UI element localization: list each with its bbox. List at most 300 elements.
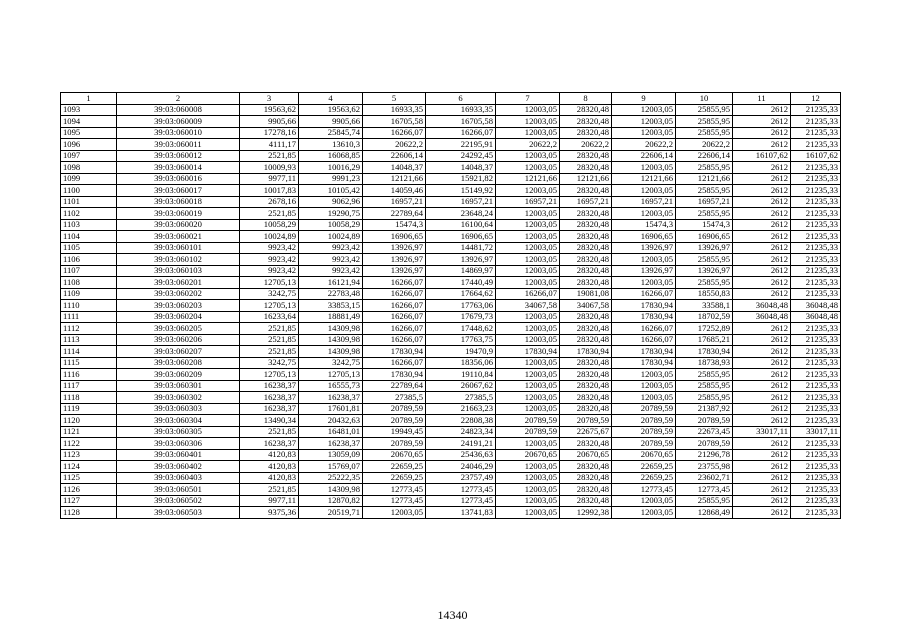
table-cell: 28320,48 [560, 380, 612, 392]
table-cell: 20789,59 [496, 415, 560, 427]
table-cell: 15474,3 [612, 219, 676, 231]
table-cell: 2612 [733, 415, 791, 427]
table-cell: 12003,05 [496, 392, 560, 404]
table-cell: 20670,65 [612, 449, 676, 461]
table-cell: 24292,45 [426, 150, 496, 162]
table-cell: 10017,83 [240, 185, 299, 197]
table-cell: 21235,33 [791, 208, 841, 220]
table-cell: 2612 [733, 334, 791, 346]
table-cell: 22675,67 [560, 426, 612, 438]
table-cell: 39:03:060503 [117, 507, 240, 519]
table-cell: 22789,64 [363, 208, 426, 220]
table-cell: 2612 [733, 139, 791, 151]
table-cell: 12705,13 [299, 369, 363, 381]
table-cell: 20622,2 [560, 139, 612, 151]
table-cell: 12121,66 [363, 173, 426, 185]
table-cell: 12003,05 [612, 392, 676, 404]
table-cell: 12003,05 [612, 380, 676, 392]
table-cell: 21235,33 [791, 357, 841, 369]
table-cell: 14869,97 [426, 265, 496, 277]
table-cell: 17830,94 [612, 311, 676, 323]
table-cell: 2612 [733, 438, 791, 450]
table-cell: 21235,33 [791, 162, 841, 174]
table-cell: 36048,48 [733, 311, 791, 323]
table-cell: 28320,48 [560, 254, 612, 266]
table-cell: 20789,59 [612, 415, 676, 427]
table-cell: 21235,33 [791, 380, 841, 392]
table-cell: 21235,33 [791, 231, 841, 243]
table-cell: 12705,13 [240, 300, 299, 312]
table-row [61, 231, 841, 243]
table-cell: 33588,1 [676, 300, 733, 312]
table-cell: 13926,97 [363, 254, 426, 266]
table-cell: 12003,05 [496, 472, 560, 484]
table-cell: 28320,48 [560, 162, 612, 174]
table-row [61, 472, 841, 484]
table-cell: 21235,33 [791, 323, 841, 335]
table-cell: 25855,95 [676, 208, 733, 220]
table-cell: 18356,06 [426, 357, 496, 369]
table-cell: 12003,05 [496, 162, 560, 174]
table-cell: 17679,73 [426, 311, 496, 323]
table-cell: 1102 [61, 208, 117, 220]
table-cell: 21235,33 [791, 219, 841, 231]
table-cell: 16266,07 [363, 334, 426, 346]
column-header: 12 [791, 93, 841, 105]
table-cell: 39:03:060302 [117, 392, 240, 404]
table-cell: 19110,84 [426, 369, 496, 381]
table-cell: 12003,05 [496, 208, 560, 220]
table-cell: 2612 [733, 116, 791, 128]
table-cell: 2612 [733, 461, 791, 473]
table-cell: 17830,94 [612, 346, 676, 358]
table-cell: 22783,48 [299, 288, 363, 300]
table-cell: 2612 [733, 357, 791, 369]
table-cell: 1121 [61, 426, 117, 438]
table-cell: 16238,37 [240, 438, 299, 450]
table-cell: 20670,65 [363, 449, 426, 461]
table-cell: 12773,45 [363, 495, 426, 507]
table-cell: 39:03:060502 [117, 495, 240, 507]
table-cell: 25222,35 [299, 472, 363, 484]
table-cell: 1113 [61, 334, 117, 346]
column-header: 1 [61, 93, 117, 105]
table-cell: 9905,66 [299, 116, 363, 128]
table-cell: 21387,92 [676, 403, 733, 415]
table-cell: 16957,21 [676, 196, 733, 208]
table-cell: 16957,21 [363, 196, 426, 208]
table-cell: 4120,83 [240, 449, 299, 461]
table-cell: 17830,94 [363, 346, 426, 358]
table-cell: 15149,92 [426, 185, 496, 197]
table-cell: 17685,21 [676, 334, 733, 346]
table-cell: 25855,95 [676, 495, 733, 507]
table-cell: 12870,82 [299, 495, 363, 507]
table-row [61, 311, 841, 323]
data-table [60, 92, 841, 519]
table-cell: 12003,05 [612, 507, 676, 519]
table-cell: 25855,95 [676, 162, 733, 174]
table-cell: 17830,94 [560, 346, 612, 358]
table-cell: 25855,95 [676, 369, 733, 381]
table-row [61, 449, 841, 461]
table-cell: 2612 [733, 127, 791, 139]
table-cell: 12003,05 [612, 116, 676, 128]
table-cell: 12003,05 [363, 507, 426, 519]
table-row [61, 277, 841, 289]
column-header: 3 [240, 93, 299, 105]
table-row [61, 392, 841, 404]
table-cell: 14048,37 [363, 162, 426, 174]
table-cell: 4120,83 [240, 461, 299, 473]
table-cell: 2612 [733, 392, 791, 404]
table-cell: 17278,16 [240, 127, 299, 139]
table-cell: 3242,75 [299, 357, 363, 369]
table-cell: 39:03:060205 [117, 323, 240, 335]
table-cell: 16238,37 [240, 403, 299, 415]
table-row [61, 150, 841, 162]
table-cell: 39:03:060501 [117, 484, 240, 496]
table-cell: 39:03:060206 [117, 334, 240, 346]
table-cell: 16957,21 [426, 196, 496, 208]
table-cell: 2612 [733, 380, 791, 392]
table-cell: 9991,23 [299, 173, 363, 185]
table-cell: 2612 [733, 208, 791, 220]
table-row [61, 426, 841, 438]
table-cell: 22606,14 [612, 150, 676, 162]
table-body [61, 104, 841, 518]
table-cell: 12773,45 [426, 495, 496, 507]
table-cell: 12003,05 [496, 116, 560, 128]
table-cell: 22673,45 [676, 426, 733, 438]
table-cell: 9375,36 [240, 507, 299, 519]
table-row [61, 438, 841, 450]
table-cell: 13926,97 [426, 254, 496, 266]
table-cell: 9923,42 [240, 265, 299, 277]
table-cell: 28320,48 [560, 219, 612, 231]
table-cell: 39:03:060403 [117, 472, 240, 484]
table-cell: 21663,23 [426, 403, 496, 415]
table-row [61, 495, 841, 507]
table-cell: 1103 [61, 219, 117, 231]
table-cell: 13926,97 [612, 242, 676, 254]
table-cell: 15921,82 [426, 173, 496, 185]
table-cell: 21235,33 [791, 277, 841, 289]
table-cell: 17440,49 [426, 277, 496, 289]
table-cell: 28320,48 [560, 357, 612, 369]
table-cell: 20789,59 [363, 415, 426, 427]
table-cell: 22659,25 [363, 472, 426, 484]
table-cell: 24191,21 [426, 438, 496, 450]
table-row [61, 346, 841, 358]
table-cell: 1098 [61, 162, 117, 174]
table-cell: 21235,33 [791, 507, 841, 519]
table-row [61, 104, 841, 116]
table-cell: 12705,13 [240, 369, 299, 381]
table-cell: 16266,07 [496, 288, 560, 300]
table-cell: 12003,05 [496, 357, 560, 369]
table-cell: 18881,49 [299, 311, 363, 323]
table-cell: 2612 [733, 277, 791, 289]
table-cell: 36048,48 [733, 300, 791, 312]
table-cell: 12773,45 [676, 484, 733, 496]
table-cell: 36048,48 [791, 300, 841, 312]
table-cell: 1108 [61, 277, 117, 289]
table-cell: 14309,98 [299, 484, 363, 496]
table-cell: 39:03:060016 [117, 173, 240, 185]
table-cell: 17763,06 [426, 300, 496, 312]
table-cell: 39:03:060014 [117, 162, 240, 174]
table-cell: 2612 [733, 507, 791, 519]
table-cell: 17830,94 [363, 369, 426, 381]
table-cell: 9923,42 [240, 254, 299, 266]
table-cell: 20789,59 [560, 415, 612, 427]
table-cell: 16705,58 [363, 116, 426, 128]
table-cell: 39:03:060018 [117, 196, 240, 208]
table-cell: 39:03:060301 [117, 380, 240, 392]
table-cell: 16705,58 [426, 116, 496, 128]
table-cell: 1096 [61, 139, 117, 151]
column-header: 8 [560, 93, 612, 105]
table-cell: 9905,66 [240, 116, 299, 128]
table-cell: 1104 [61, 231, 117, 243]
table-cell: 13059,09 [299, 449, 363, 461]
table-cell: 28320,48 [560, 334, 612, 346]
table-cell: 16957,21 [496, 196, 560, 208]
table-cell: 17448,62 [426, 323, 496, 335]
table-cell: 12121,66 [676, 173, 733, 185]
table-cell: 2521,85 [240, 208, 299, 220]
table-cell: 10105,42 [299, 185, 363, 197]
table-cell: 10058,29 [299, 219, 363, 231]
table-cell: 25855,95 [676, 380, 733, 392]
table-cell: 2612 [733, 242, 791, 254]
table-cell: 28320,48 [560, 484, 612, 496]
table-cell: 16266,07 [363, 311, 426, 323]
table-cell: 39:03:060011 [117, 139, 240, 151]
table-cell: 25855,95 [676, 254, 733, 266]
table-cell: 28320,48 [560, 116, 612, 128]
table-cell: 1115 [61, 357, 117, 369]
table-cell: 17830,94 [612, 357, 676, 369]
table-cell: 13490,34 [240, 415, 299, 427]
table-cell: 1118 [61, 392, 117, 404]
table-cell: 22606,14 [363, 150, 426, 162]
table-cell: 12992,38 [560, 507, 612, 519]
table-cell: 21235,33 [791, 196, 841, 208]
table-cell: 20789,59 [363, 403, 426, 415]
table-cell: 1116 [61, 369, 117, 381]
table-cell: 39:03:060204 [117, 311, 240, 323]
table-cell: 2612 [733, 484, 791, 496]
table-cell: 21235,33 [791, 127, 841, 139]
table-cell: 21235,33 [791, 346, 841, 358]
table-cell: 1114 [61, 346, 117, 358]
table-cell: 16933,35 [426, 104, 496, 116]
table-cell: 2612 [733, 254, 791, 266]
table-cell: 26067,62 [426, 380, 496, 392]
table-cell: 12003,05 [496, 323, 560, 335]
table-cell: 1109 [61, 288, 117, 300]
table-cell: 28320,48 [560, 311, 612, 323]
column-header: 9 [612, 93, 676, 105]
column-header: 4 [299, 93, 363, 105]
table-cell: 20789,59 [612, 403, 676, 415]
table-cell: 10016,29 [299, 162, 363, 174]
table-row [61, 185, 841, 197]
column-header: 5 [363, 93, 426, 105]
table-cell: 22195,91 [426, 139, 496, 151]
table-cell: 39:03:060209 [117, 369, 240, 381]
table-cell: 14059,46 [363, 185, 426, 197]
table-cell: 2521,85 [240, 334, 299, 346]
table-cell: 39:03:060303 [117, 403, 240, 415]
table-cell: 16100,64 [426, 219, 496, 231]
table-cell: 19470,9 [426, 346, 496, 358]
table-row [61, 242, 841, 254]
table-cell: 1099 [61, 173, 117, 185]
table-cell: 12003,05 [496, 265, 560, 277]
table-cell: 1120 [61, 415, 117, 427]
table-cell: 27385,5 [363, 392, 426, 404]
table-cell: 21235,33 [791, 438, 841, 450]
table-cell: 2612 [733, 472, 791, 484]
table-cell: 2612 [733, 219, 791, 231]
table-cell: 1127 [61, 495, 117, 507]
table-cell: 13741,83 [426, 507, 496, 519]
table-cell: 21235,33 [791, 403, 841, 415]
table-cell: 9062,96 [299, 196, 363, 208]
table-cell: 12705,13 [240, 277, 299, 289]
table-cell: 2612 [733, 323, 791, 335]
table-cell: 14048,37 [426, 162, 496, 174]
table-cell: 39:03:060304 [117, 415, 240, 427]
table-cell: 12003,05 [496, 495, 560, 507]
table-cell: 21235,33 [791, 288, 841, 300]
table-cell: 21235,33 [791, 185, 841, 197]
table-cell: 16906,65 [612, 231, 676, 243]
table-row [61, 254, 841, 266]
table-row [61, 196, 841, 208]
table-cell: 39:03:060201 [117, 277, 240, 289]
table-cell: 20622,2 [612, 139, 676, 151]
table-cell: 12003,05 [496, 507, 560, 519]
table-cell: 16906,65 [676, 231, 733, 243]
table-cell: 20789,59 [612, 426, 676, 438]
table-cell: 14309,98 [299, 346, 363, 358]
table-cell: 2521,85 [240, 484, 299, 496]
table-cell: 25855,95 [676, 127, 733, 139]
table-cell: 16906,65 [426, 231, 496, 243]
table-cell: 21235,33 [791, 472, 841, 484]
table-cell: 21235,33 [791, 461, 841, 473]
table-cell: 28320,48 [560, 495, 612, 507]
table-cell: 25855,95 [676, 185, 733, 197]
table-cell: 18738,93 [676, 357, 733, 369]
table-cell: 22659,25 [363, 461, 426, 473]
table-cell: 16266,07 [612, 323, 676, 335]
table-cell: 19081,08 [560, 288, 612, 300]
column-header: 7 [496, 93, 560, 105]
table-cell: 28320,48 [560, 265, 612, 277]
table-cell: 25436,63 [426, 449, 496, 461]
table-cell: 1110 [61, 300, 117, 312]
table-cell: 39:03:060208 [117, 357, 240, 369]
table-cell: 25855,95 [676, 104, 733, 116]
table-cell: 28320,48 [560, 231, 612, 243]
table-cell: 17830,94 [676, 346, 733, 358]
table-cell: 17252,89 [676, 323, 733, 335]
table-cell: 10009,93 [240, 162, 299, 174]
table-cell: 2521,85 [240, 346, 299, 358]
table-cell: 2521,85 [240, 150, 299, 162]
table-cell: 18702,59 [676, 311, 733, 323]
table-cell: 4120,83 [240, 472, 299, 484]
table-row [61, 507, 841, 519]
table-cell: 10024,89 [240, 231, 299, 243]
table-cell: 2612 [733, 265, 791, 277]
table-cell: 33853,15 [299, 300, 363, 312]
table-cell: 1093 [61, 104, 117, 116]
table-row [61, 288, 841, 300]
table-cell: 13926,97 [676, 265, 733, 277]
table-cell: 12773,45 [363, 484, 426, 496]
table-cell: 21235,33 [791, 254, 841, 266]
table-cell: 13926,97 [363, 242, 426, 254]
table-cell: 1100 [61, 185, 117, 197]
table-cell: 39:03:060008 [117, 104, 240, 116]
table-row [61, 173, 841, 185]
table-cell: 19563,62 [299, 104, 363, 116]
table-cell: 39:03:060012 [117, 150, 240, 162]
table-cell: 16238,37 [299, 392, 363, 404]
table-cell: 39:03:060401 [117, 449, 240, 461]
table-cell: 12773,45 [612, 484, 676, 496]
table-cell: 16107,62 [791, 150, 841, 162]
table-cell: 1094 [61, 116, 117, 128]
table-cell: 23602,71 [676, 472, 733, 484]
column-header: 2 [117, 93, 240, 105]
table-cell: 28320,48 [560, 323, 612, 335]
table-cell: 1124 [61, 461, 117, 473]
table-cell: 20432,63 [299, 415, 363, 427]
table-cell: 21235,33 [791, 242, 841, 254]
table-row [61, 265, 841, 277]
table-cell: 33017,11 [733, 426, 791, 438]
table-cell: 1107 [61, 265, 117, 277]
table-cell: 1097 [61, 150, 117, 162]
table-cell: 21235,33 [791, 449, 841, 461]
table-cell: 21235,33 [791, 139, 841, 151]
table-cell: 12003,05 [496, 369, 560, 381]
table-cell: 1125 [61, 472, 117, 484]
table-cell: 36048,48 [791, 311, 841, 323]
table-cell: 28320,48 [560, 242, 612, 254]
table-row [61, 219, 841, 231]
table-cell: 16555,73 [299, 380, 363, 392]
table-cell: 25845,74 [299, 127, 363, 139]
table-cell: 20519,71 [299, 507, 363, 519]
table-cell: 1126 [61, 484, 117, 496]
table-cell: 39:03:060101 [117, 242, 240, 254]
table-cell: 39:03:060017 [117, 185, 240, 197]
table-cell: 19563,62 [240, 104, 299, 116]
table-cell: 12121,66 [612, 173, 676, 185]
table-cell: 21235,33 [791, 116, 841, 128]
table-cell: 9923,42 [240, 242, 299, 254]
table-cell: 16906,65 [363, 231, 426, 243]
column-header: 11 [733, 93, 791, 105]
